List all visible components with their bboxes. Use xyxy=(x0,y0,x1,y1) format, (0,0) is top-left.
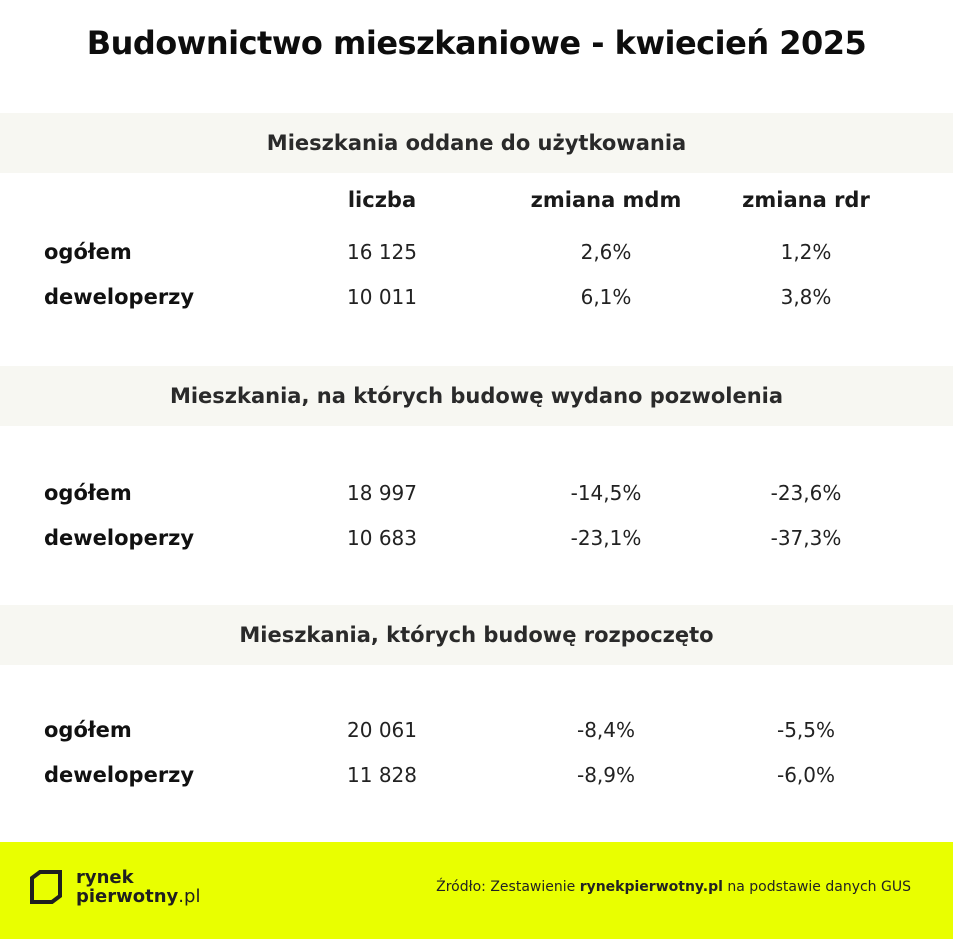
page-title: Budownictwo mieszkaniowe - kwiecień 2025 xyxy=(86,24,867,62)
column-header-zmiana-rdr: zmiana rdr xyxy=(742,188,870,212)
logo-icon xyxy=(30,870,62,904)
cell-zmiana-mdm: -8,9% xyxy=(576,763,636,787)
logo-line1: rynek xyxy=(76,867,134,888)
cell-liczba: 16 125 xyxy=(347,240,417,264)
column-header-liczba: liczba xyxy=(347,188,417,212)
section-heading-permits: Mieszkania, na których budowę wydano pozwolenia xyxy=(0,366,953,426)
cell-liczba: 11 828 xyxy=(347,763,417,787)
source-note xyxy=(436,879,911,895)
logo-wordmark xyxy=(76,868,200,906)
source-suffix: na podstawie danych GUS xyxy=(722,879,911,895)
cell-zmiana-rdr: -6,0% xyxy=(776,763,836,787)
footer xyxy=(0,842,953,939)
cell-liczba: 10 011 xyxy=(347,285,417,309)
row-label: ogółem xyxy=(44,718,132,742)
cell-zmiana-rdr: 1,2% xyxy=(780,240,832,264)
cell-zmiana-mdm: -8,4% xyxy=(576,718,636,742)
cell-zmiana-mdm: 2,6% xyxy=(580,240,632,264)
brand-logo xyxy=(30,868,200,906)
section-heading-started: Mieszkania, których budowę rozpoczęto xyxy=(0,605,953,665)
cell-zmiana-rdr: -5,5% xyxy=(776,718,836,742)
row-label: ogółem xyxy=(44,481,132,505)
logo-line2-suffix: .pl xyxy=(178,886,201,907)
cell-zmiana-rdr: -37,3% xyxy=(770,526,842,550)
cell-zmiana-mdm: 6,1% xyxy=(580,285,632,309)
cell-liczba: 20 061 xyxy=(347,718,417,742)
cell-zmiana-rdr: -23,6% xyxy=(770,481,842,505)
source-prefix: Źródło: Zestawienie xyxy=(436,879,580,895)
row-label: deweloperzy xyxy=(44,763,195,787)
row-label: deweloperzy xyxy=(44,526,195,550)
cell-zmiana-mdm: -14,5% xyxy=(570,481,642,505)
section-heading-completed: Mieszkania oddane do użytkowania xyxy=(0,113,953,173)
source-brand: rynekpierwotny.pl xyxy=(579,879,723,895)
logo-line2-main: pierwotny xyxy=(76,886,179,907)
cell-liczba: 18 997 xyxy=(347,481,417,505)
column-header-zmiana-mdm: zmiana mdm xyxy=(530,188,682,212)
row-label: ogółem xyxy=(44,240,132,264)
cell-zmiana-mdm: -23,1% xyxy=(570,526,642,550)
row-label: deweloperzy xyxy=(44,285,195,309)
cell-liczba: 10 683 xyxy=(347,526,417,550)
cell-zmiana-rdr: 3,8% xyxy=(780,285,832,309)
